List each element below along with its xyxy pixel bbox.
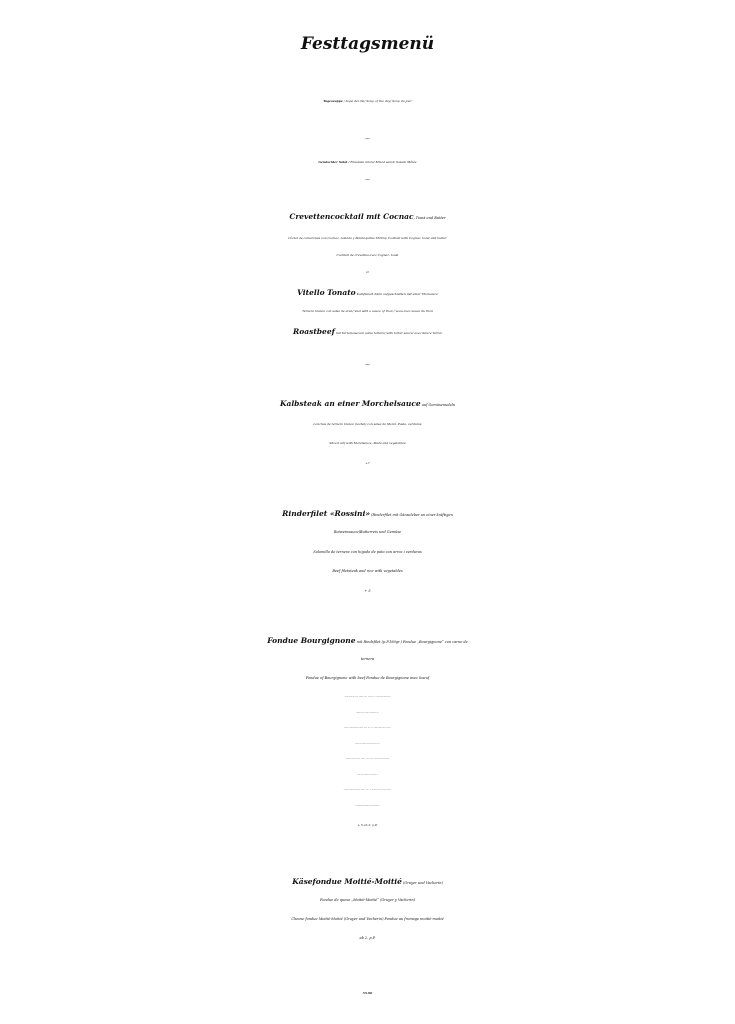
kasefondue-description: (Gruyer und Vacherin) <box>401 881 443 885</box>
kasefondue-condition: ab 2. p.P. <box>359 936 376 940</box>
kasefondue-title-line <box>0 878 735 886</box>
fondue-surcharge: + 5 ab 2. p.P. <box>357 823 378 827</box>
fondue-title-line <box>0 637 735 645</box>
menu-price: 55.90 <box>362 991 373 995</box>
salad-translations: / Ensalada mixta/ Mixed salad/ Salade Mêlée <box>347 160 417 164</box>
shrimp-name: Crevettencocktail mit Cocnac <box>289 212 414 221</box>
separator-1: *** <box>365 137 370 141</box>
fondue-detail-5: Fondues of meat with Tartar -, cocktail -, Curry, garlic-, pepper sauce and herb butter, <box>345 759 390 760</box>
or-separator: O <box>366 270 369 274</box>
rinderfilet-description: (Rinderfilet mit Gänseleber an einer kräftigen <box>370 513 453 517</box>
soup-name: Tagessuppe <box>323 99 343 103</box>
fondue-description: mit Rindsfilet (p.P.180gr.) Fondue „Bourgignone“ con carne de <box>355 640 468 644</box>
fondue-description-2: ternera <box>360 657 375 661</box>
menu-title: Festtagsmenü <box>300 34 435 54</box>
fondue-detail-2: Pommes Frites, Gurken, Silberzwiebeln, etc. <box>356 713 379 714</box>
kasefondue-translation-2: Cheese fondue Moitié-Moitié (Gruyer and Vacherin) Fondue au fromage moitié-moitié <box>291 917 444 921</box>
kasefondue-translation-1: Fondue de queso „Moitié-Moitié“ (Gruyer y Vacherin) <box>320 898 415 902</box>
vitello-title-line <box>0 289 735 297</box>
fondue-detail-3: Fondues de carne con Salsa de tártar, -coctel, -curry, -ajo, -pimienta, mantequilla de hierbas, <box>344 728 391 729</box>
shrimp-translation-2: Cocktail de crevettes avec Cognac, toast <box>336 253 399 257</box>
rinderfilet-title-line <box>0 510 735 518</box>
soup-translations: / Sopa del día/ Soup of the day/ Soup du jour <box>342 99 412 103</box>
shrimp-side: , Toast und Butter <box>413 216 446 220</box>
fondue-detail-6: French fries, cucumber, silver onions, etc. <box>356 775 379 776</box>
soup-line <box>0 100 735 103</box>
rinderfilet-name: Rinderfilet «Rossini» <box>282 509 371 518</box>
fondue-name: Fondue Bourgignone <box>267 636 356 645</box>
kalbsteak-translation-1: Lonchas de ternera blanca (lechal) con salsa de Morel, Pasta, verduras <box>313 422 422 426</box>
roastbeef-description: mit Tartarsose/con salsa tartara/ with tartar sauce/ avec Sauce Tartar <box>334 331 442 335</box>
rinderfilet-translation-2: Beef filetsteak and rice with vegetables <box>332 569 403 573</box>
roastbeef-line <box>0 328 735 336</box>
separator-2: *** <box>365 178 370 182</box>
fondue-detail-4: patatas fritas, pepinos, cebollitas en vinagre, etc. <box>354 744 381 745</box>
fondue-translation: Fondue of Bourgignone with beef Fondue de Bourgignone avec boeuf <box>305 676 430 680</box>
rinderfilet-description-2: Rotweinsauce)Butterreis und Gemüse <box>333 530 402 534</box>
kalbsteak-surcharge: +7 <box>365 461 370 465</box>
kalbsteak-name: Kalbsteak an einer Morchelsauce <box>279 399 421 408</box>
kasefondue-name: Käsefondue Moitié-Moitié <box>292 877 402 886</box>
rinderfilet-surcharge: + 5 <box>364 589 371 593</box>
shrimp-translation-1: Còctel de camarones con Cocnac, tostada y Mantequilla/ Shrimp Cocktail with Cognac, toast and butter <box>288 236 447 240</box>
kalbsteak-translation-2: Sliced calf with Morelsauce, Pasta and vegetables <box>329 441 406 445</box>
separator-3: *** <box>365 363 370 367</box>
vitello-name: Vitello Tonato <box>297 288 356 297</box>
vitello-description: Kalbfleisch dünn aufgeschnitten mit einer Thonsauce <box>355 292 438 296</box>
shrimp-title-line <box>0 213 735 221</box>
kalbsteak-title-line <box>0 400 735 408</box>
fondue-detail-8: frites françaises, concombre, petits oignons etc. <box>355 806 380 807</box>
vitello-translation: Ternera blanca con salsa de atun/ Veal with a sauce of thon / veau avec sauce du thon <box>302 309 433 313</box>
salad-name: Gemischter Salat <box>318 160 348 164</box>
salad-line <box>0 161 735 164</box>
roastbeef-name: Roastbeef <box>293 327 335 336</box>
fondue-detail-1: Fleisch Fondues mit Tartar-, Cocktail-, Curry-, Knoblauch-, Pfeffersauce und Kräuterbutter, <box>344 697 391 698</box>
rinderfilet-translation-1: Solomillo de ternera con higado de pato con arroz i verduras <box>313 550 422 554</box>
kalbsteak-side: auf Gemüsenudeln <box>420 403 456 407</box>
fondue-detail-7: Fondues de viande avec Tartare-, cocktail-, Curry-, ail-, sauce au poivre et beurre aux herbes, <box>343 790 392 791</box>
